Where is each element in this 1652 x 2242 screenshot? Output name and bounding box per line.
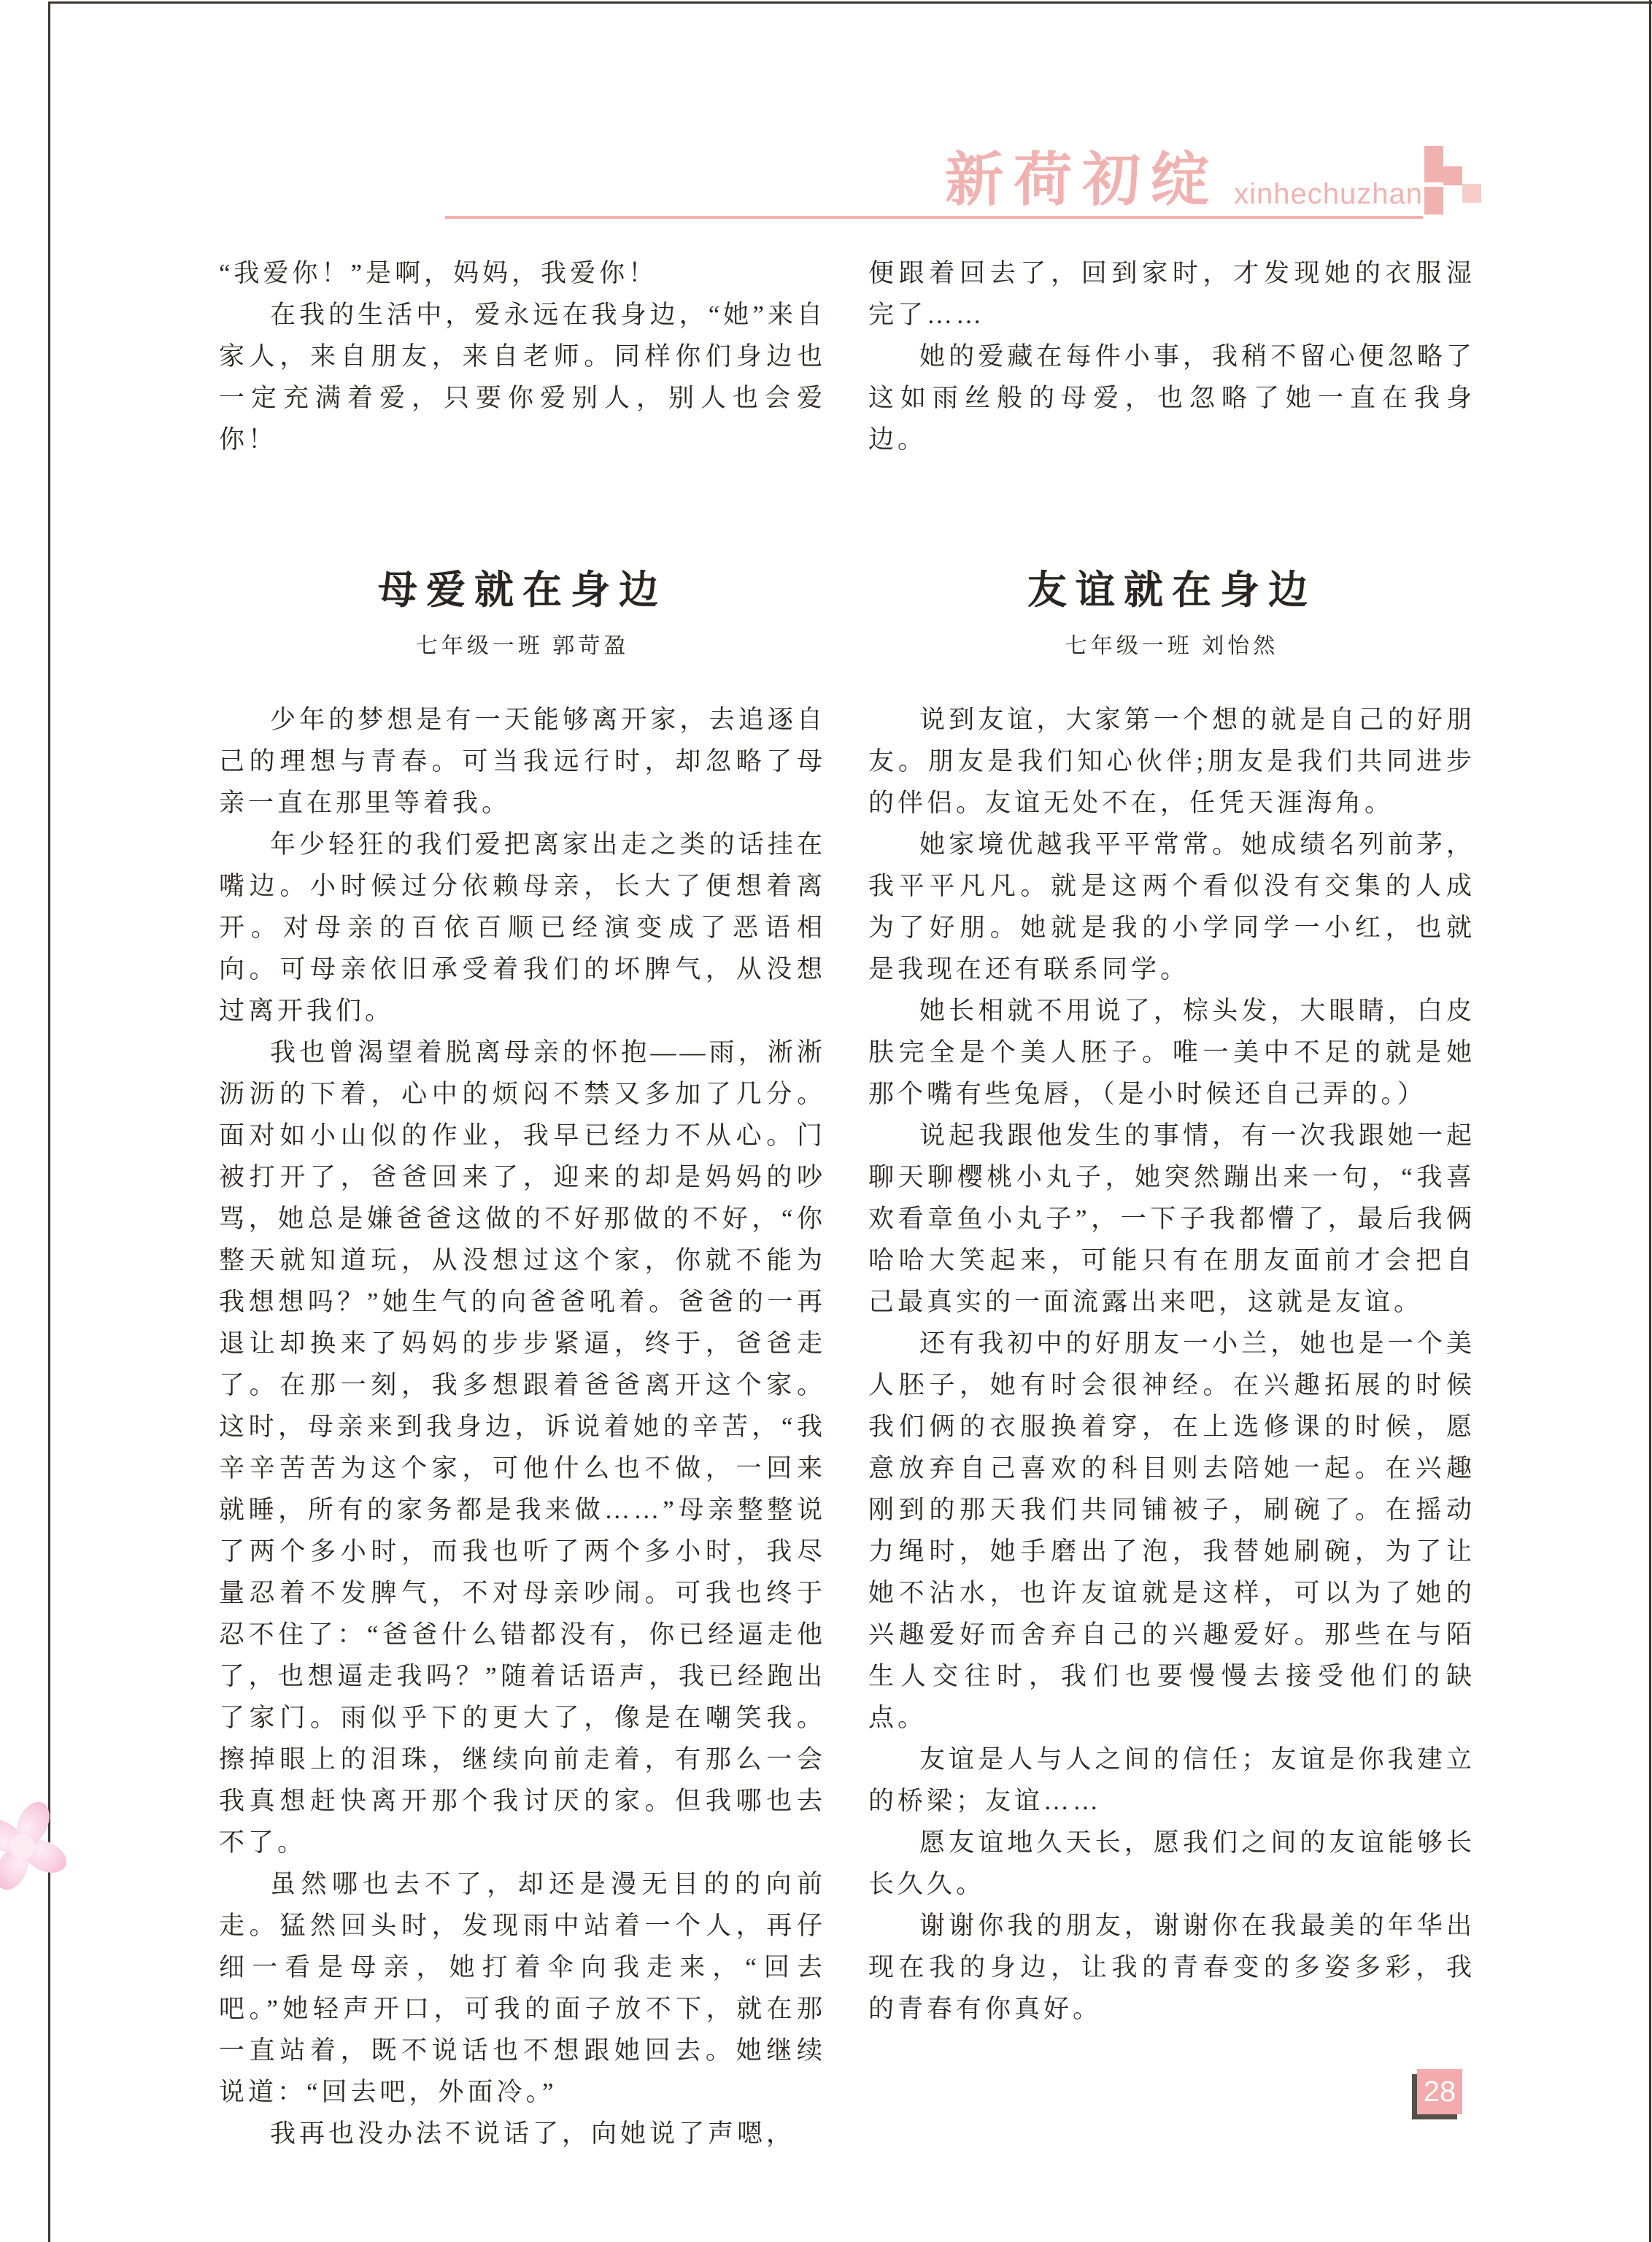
header-subtitle: xinhechuzhan	[1234, 178, 1423, 210]
paragraph: 说起我跟他发生的事情，有一次我跟她一起聊天聊樱桃小丸子，她突然蹦出来一句，“我喜欢看章鱼小丸子”，一下子我都懵了，最后我俩哈哈大笑起来，可能只有在朋友面前才会把自己最真实的一面流露出来吧，这就是友谊。	[868, 1121, 1475, 1316]
paragraph: 谢谢你我的朋友，谢谢你在我最美的年华出现在我的身边，让我的青春变的多姿多彩，我的青春有你真好。	[868, 1912, 1475, 2023]
paragraph: 她家境优越我平平常常。她成绩名列前茅，我平平凡凡。就是这两个看似没有交集的人成为了好朋。她就是我的小学同学一小红，也就是我现在还有联系同学。	[868, 830, 1475, 983]
essay-author: 七年级一班 郭苛盈	[415, 634, 630, 658]
paragraph: 我也曾渴望着脱离母亲的怀抱——雨，淅淅沥沥的下着，心中的烦闷不禁又多加了几分。面对如小山似的作业，我早已经力不从心。门被打开了，爸爸回来了，迎来的却是妈妈的吵骂，她总是嫌爸爸这做的不好那做的不好，“你整天就知道玩，从没想过这个家，你就不能为我想想吗？”她生气的向爸爸吼着。爸爸的一再退让却换来了妈妈的步步紧逼，终于，爸爸走了。在那一刻，我多想跟着爸爸离开这个家。这时，母亲来到我身边，诉说着她的辛苦，“我辛辛苦苦为这个家，可他什么也不做，一回来就睡，所有的家务都是我来做……”母亲整整说了两个多小时，而我也听了两个多小时，我尽量忍着不发脾气，不对母亲吵闹。可我也终于忍不住了：“爸爸什么错都没有，你已经逼走他了，也想逼走我吗？”随着话语声，我已经跑出了家门。雨似乎下的更大了，像是在嘲笑我。擦掉眼上的泪珠，继续向前走着，有那么一会我真想赶快离开那个我讨厌的家。但我哪也去不了。	[219, 1038, 826, 1857]
paragraph: 我再也没办法不说话了，向她说了声嗯，	[270, 2119, 796, 2148]
pinwheel-square	[1462, 184, 1481, 203]
paragraph: “我爱你！”是啊，妈妈，我爱你！	[219, 259, 658, 287]
paragraph: 还有我初中的好朋友一小兰，她也是一个美人胚子，她有时会很神经。在兴趣拓展的时候我们俩的衣服换着穿，在上选修课的时候，愿意放弃自己喜欢的科目则去陪她一起。在兴趣刚到的那天我们共同铺被子，刷碗了。在摇动力绳时，她手磨出了泡，我替她刷碗，为了让她不沾水，也许友谊就是这样，可以为了她的兴趣爱好而舍弃自己的兴趣爱好。那些在与陌生人交往时，我们也要慢慢去接受他们的缺点。	[868, 1329, 1475, 1732]
essay-mother-love	[219, 568, 826, 2154]
flower-center	[10, 1834, 35, 1859]
paragraph: 她的爱藏在每件小事，我稍不留心便忽略了这如雨丝般的母爱，也忽略了她一直在我身边。	[868, 342, 1475, 454]
essay-body	[868, 699, 1475, 2030]
paragraph: 年少轻狂的我们爱把离家出走之类的话挂在嘴边。小时候过分依赖母亲，长大了便想着离开。对母亲的百依百顺已经演变成了恶语相向。可母亲依旧承受着我们的坏脾气，从没想过离开我们。	[219, 830, 826, 1025]
paragraph: 说到友谊，大家第一个想的就是自己的好朋友。朋友是我们知心伙伴;朋友是我们共同进步的伴侣。友谊无处不在，任凭天涯海角。	[868, 706, 1475, 817]
essay-title: 母爱就在身边	[378, 568, 667, 612]
flower-decoration	[0, 1793, 72, 1895]
continuation-column-right	[868, 252, 1475, 460]
paragraph: 虽然哪也去不了，却还是漫无目的的向前走。猛然回头时，发现雨中站着一个人，再仔细一看是母亲，她打着伞向我走来，“回去吧。”她轻声开口，可我的面子放不下，就在那一直站着，既不说话也不想跟她回去。她继续说道：“回去吧，外面冷。”	[219, 1870, 826, 2106]
paragraph: 她长相就不用说了，棕头发，大眼睛，白皮肤完全是个美人胚子。唯一美中不足的就是她那个嘴有些兔唇，（是小时候还自己弄的。）	[868, 997, 1475, 1108]
continuation-column-left	[219, 252, 826, 460]
pinwheel-square	[1424, 187, 1443, 214]
essay-friendship	[868, 568, 1475, 2030]
pinwheel-square	[1443, 166, 1462, 185]
essay-author: 七年级一班 刘怡然	[1065, 634, 1279, 658]
paragraph: 在我的生活中，爱永远在我身边，“她”来自家人，来自朋友，来自老师。同样你们身边也一定充满着爱，只要你爱别人，别人也会爱你！	[219, 301, 826, 454]
paragraph: 愿友谊地久天长，愿我们之间的友谊能够长长久久。	[868, 1828, 1475, 1898]
paragraph: 少年的梦想是有一天能够离开家，去追逐自己的理想与青春。可当我远行时，却忽略了母亲一直在那里等着我。	[219, 706, 826, 817]
page-number-badge: 28	[1417, 2069, 1462, 2114]
essay-title: 友谊就在身边	[1027, 568, 1316, 612]
paragraph: 友谊是人与人之间的信任；友谊是你我建立的桥梁；友谊……	[868, 1745, 1475, 1815]
header-title: 新荷初绽	[945, 149, 1220, 213]
page-border-right	[1649, 0, 1651, 2242]
pinwheel-squares-decoration	[1424, 146, 1486, 216]
page-header	[445, 133, 1423, 219]
paragraph: 便跟着回去了，回到家时，才发现她的衣服湿完了……	[868, 259, 1475, 329]
pinwheel-square	[1424, 146, 1443, 182]
page-border-top	[48, 1, 1652, 4]
essay-body	[219, 699, 826, 2154]
page-border-left	[48, 1, 50, 2242]
